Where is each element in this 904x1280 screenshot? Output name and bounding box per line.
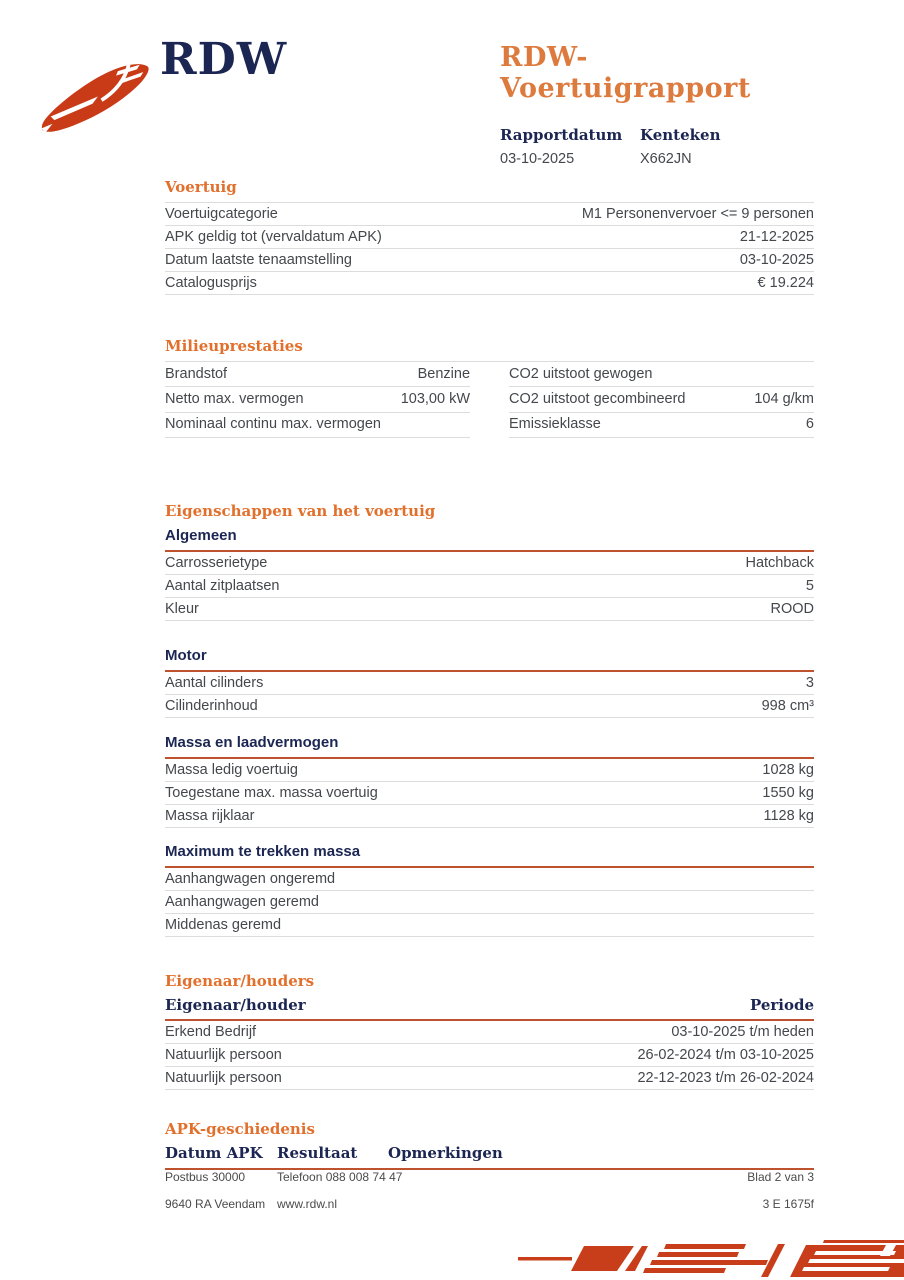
table-row	[165, 552, 814, 575]
subsection-massa	[165, 733, 814, 828]
row-value: 1028 kg	[762, 761, 814, 778]
period-column-header: Periode	[749, 996, 814, 1015]
section-heading-milieuprestaties: Milieuprestaties	[165, 337, 303, 355]
section-eigenaar	[165, 972, 814, 1090]
report-date-label: Rapportdatum	[500, 126, 623, 144]
row-value: € 19.224	[757, 274, 814, 291]
owner-period: 26-02-2024 t/m 03-10-2025	[637, 1046, 814, 1063]
row-label: Middenas geremd	[165, 916, 282, 933]
table-row	[165, 413, 470, 438]
row-label: Aantal cilinders	[165, 674, 264, 691]
row-label: Netto max. vermogen	[165, 391, 304, 408]
row-label: Toegestane max. massa voertuig	[165, 784, 378, 801]
row-value: ROOD	[770, 600, 814, 617]
row-value: 1128 kg	[763, 807, 814, 824]
section-voertuig	[165, 178, 814, 295]
row-value: Benzine	[417, 365, 471, 382]
table-row	[509, 362, 814, 387]
footer-form-code: 3 E 1675f	[762, 1197, 814, 1211]
license-plate-block	[640, 126, 810, 167]
row-value: 998 cm³	[761, 697, 814, 714]
report-body	[165, 178, 814, 1170]
owner-period: 22-12-2023 t/m 26-02-2024	[637, 1069, 814, 1086]
row-label: Datum laatste tenaamstelling	[165, 251, 352, 268]
footer-page-indicator: Blad 2 van 3	[747, 1170, 814, 1184]
owner-name: Natuurlijk persoon	[165, 1046, 282, 1063]
row-label: Kleur	[165, 600, 199, 617]
subsection-heading-massa: Massa en laadvermogen	[165, 733, 814, 759]
page-footer	[165, 1170, 814, 1224]
rdw-logo	[38, 34, 288, 134]
page-title: RDW-Voertuigrapport	[500, 42, 751, 104]
row-label: CO2 uitstoot gewogen	[508, 365, 653, 382]
milieu-right-column	[509, 362, 814, 438]
footer-website: www.rdw.nl	[277, 1197, 338, 1211]
owner-name: Erkend Bedrijf	[165, 1023, 257, 1040]
row-label: Catalogusprijs	[165, 274, 257, 291]
row-label: Aanhangwagen ongeremd	[165, 870, 336, 887]
table-row	[165, 891, 814, 914]
footer-address-line2: 9640 RA Veendam	[165, 1197, 266, 1211]
row-value: M1 Personenvervoer <= 9 personen	[581, 205, 814, 222]
row-label: Aantal zitplaatsen	[165, 577, 280, 594]
subsection-heading-motor: Motor	[165, 646, 814, 672]
subsection-heading-algemeen: Algemeen	[165, 526, 814, 552]
owner-period: 03-10-2025 t/m heden	[671, 1023, 814, 1040]
row-label: Aanhangwagen geremd	[165, 893, 319, 910]
subsection-motor	[165, 646, 814, 718]
rdw-feather-icon	[38, 58, 156, 136]
table-row	[165, 598, 814, 621]
table-row	[165, 203, 814, 226]
row-label: CO2 uitstoot gecombineerd	[508, 391, 686, 408]
section-apk	[165, 1120, 814, 1170]
report-date-block	[500, 126, 640, 167]
table-row	[165, 672, 814, 695]
subsection-heading-trekken: Maximum te trekken massa	[165, 842, 814, 868]
row-value: 104 g/km	[754, 391, 814, 408]
table-row	[165, 249, 814, 272]
section-heading-eigenaar: Eigenaar/houders	[165, 972, 315, 991]
row-value: 21-12-2025	[739, 228, 814, 245]
license-plate-label: Kenteken	[640, 126, 721, 144]
speed-stripes-graphic	[514, 1240, 904, 1280]
table-row	[165, 1044, 814, 1067]
owner-column-header: Eigenaar/houder	[165, 996, 306, 1015]
report-header	[500, 42, 830, 167]
row-label: Massa rijklaar	[165, 807, 255, 824]
row-label: Massa ledig voertuig	[165, 761, 298, 778]
row-label: Nominaal continu max. vermogen	[165, 416, 381, 433]
owner-table-header	[165, 996, 814, 1021]
row-value: 3	[805, 674, 814, 691]
table-row	[165, 782, 814, 805]
subsection-algemeen	[165, 526, 814, 621]
license-plate-value: X662JN	[640, 151, 692, 167]
row-value: 03-10-2025	[739, 251, 814, 268]
apk-table-header	[165, 1144, 814, 1170]
row-label: Voertuigcategorie	[165, 205, 278, 222]
table-row	[165, 805, 814, 828]
row-value: 5	[805, 577, 814, 594]
table-row	[165, 575, 814, 598]
section-heading-voertuig: Voertuig	[165, 178, 237, 196]
table-row	[509, 387, 814, 412]
section-heading-eigenschappen: Eigenschappen van het voertuig	[165, 502, 436, 521]
table-row	[165, 362, 470, 387]
subsection-trekken	[165, 842, 814, 937]
milieu-left-column	[165, 362, 470, 438]
footer-address-line1: Postbus 30000	[165, 1170, 246, 1184]
table-row	[165, 272, 814, 295]
row-value: 1550 kg	[762, 784, 814, 801]
owner-name: Natuurlijk persoon	[165, 1069, 282, 1086]
table-row	[165, 1021, 814, 1044]
row-label: Brandstof	[165, 365, 228, 382]
apk-date-column-header: Datum APK	[165, 1144, 263, 1163]
apk-result-column-header: Resultaat	[277, 1144, 358, 1163]
table-row	[165, 1067, 814, 1090]
row-label: Cilinderinhoud	[165, 697, 258, 714]
table-row	[165, 759, 814, 782]
section-heading-apk: APK-geschiedenis	[165, 1120, 315, 1139]
row-value: 103,00 kW	[400, 391, 471, 408]
section-eigenschappen	[165, 502, 814, 937]
row-value: 6	[805, 416, 814, 433]
table-row	[165, 695, 814, 718]
table-row	[165, 226, 814, 249]
row-label: Carrosserietype	[165, 554, 268, 571]
row-label: Emissieklasse	[508, 416, 601, 433]
row-label: APK geldig tot (vervaldatum APK)	[165, 228, 382, 245]
section-milieuprestaties	[165, 337, 814, 438]
rdw-logo-text: RDW	[160, 34, 288, 85]
table-row	[509, 413, 814, 438]
footer-phone: Telefoon 088 008 74 47	[277, 1170, 403, 1184]
apk-remarks-column-header: Opmerkingen	[388, 1144, 503, 1163]
row-value: Hatchback	[745, 554, 814, 571]
table-row	[165, 914, 814, 937]
report-date-value: 03-10-2025	[500, 151, 575, 167]
table-row	[165, 387, 470, 412]
table-row	[165, 868, 814, 891]
